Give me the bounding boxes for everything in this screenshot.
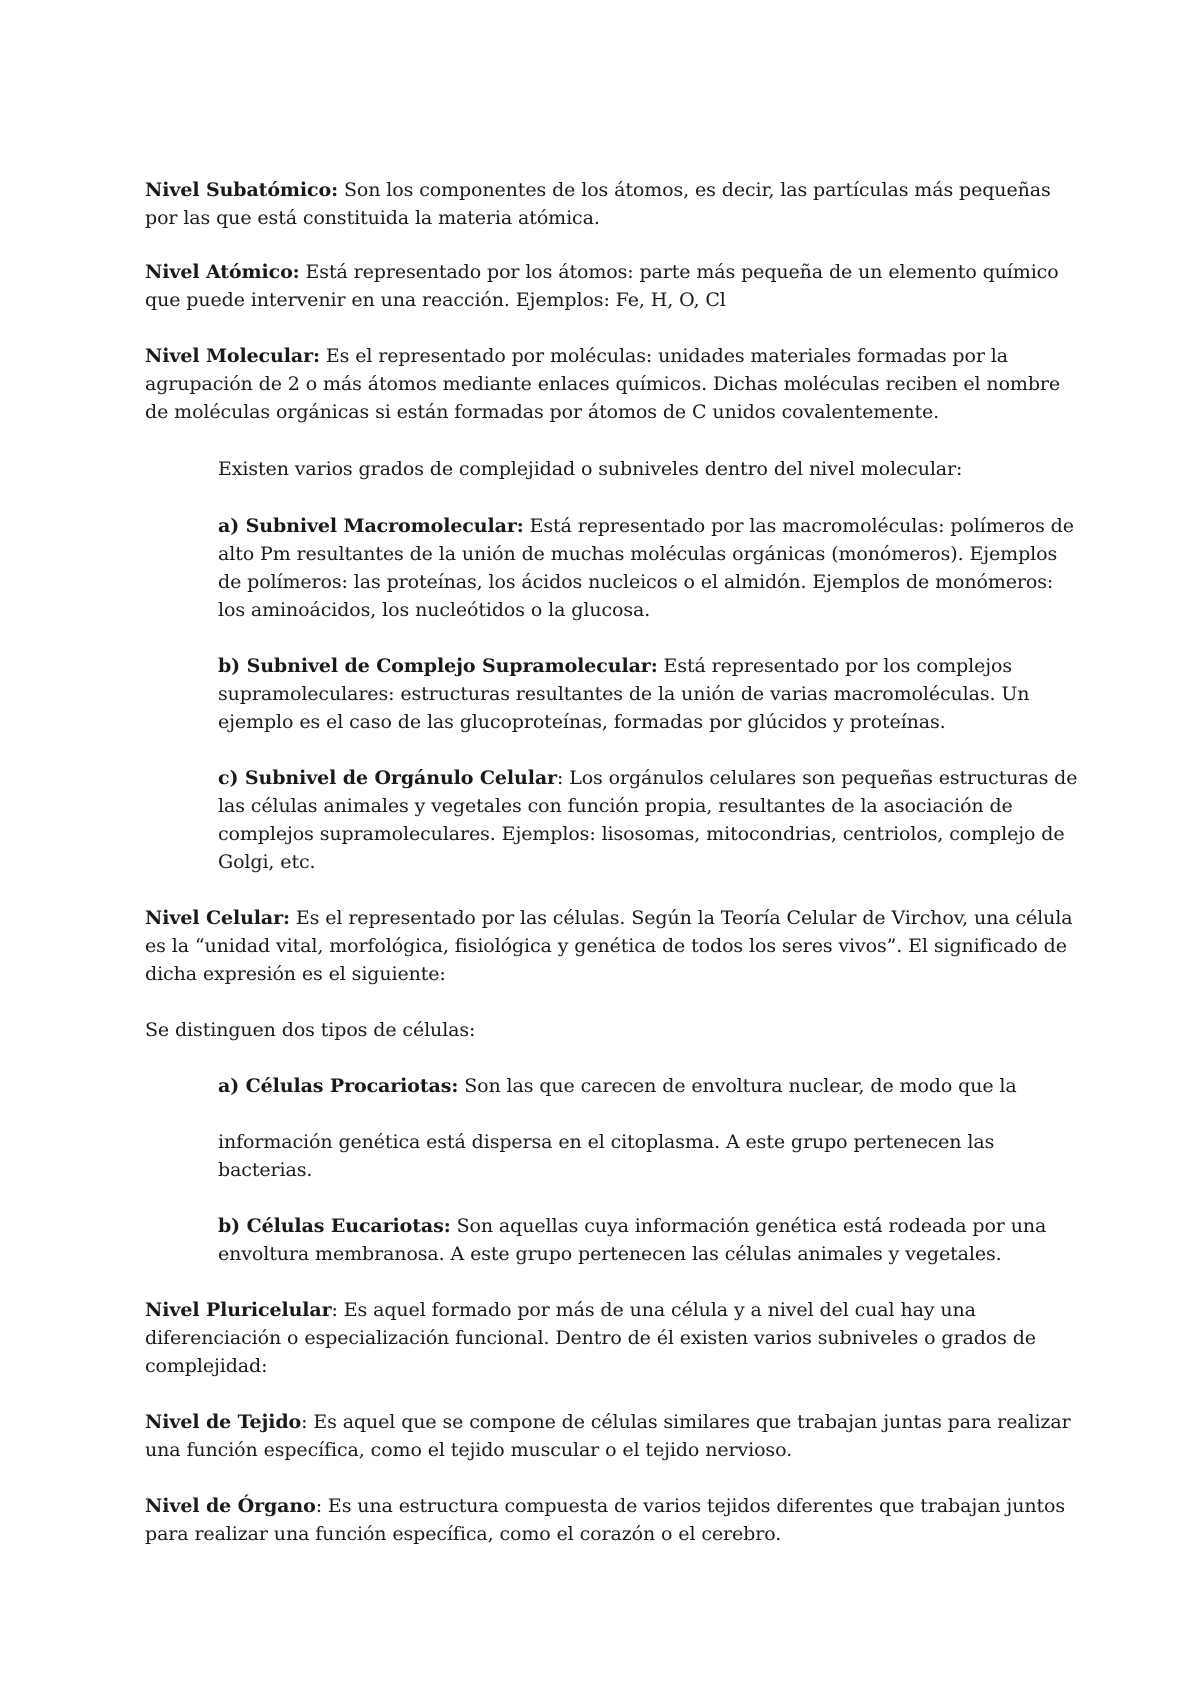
text-nivel-pluricelular: : Es aquel formado por más de una célula y a nivel del cual hay una diferenciación o especialización funcional. Dentro de él existen varios subniveles o grados de complejidad: xyxy=(145,1299,1036,1377)
text-celulas-eucariotas: Son aquellas cuya información genética está rodeada por una envoltura membranosa. A este grupo pertenecen las células animales y vegetales. xyxy=(218,1215,1047,1265)
paragraph-subnivel-organulo xyxy=(218,764,1078,876)
term-subnivel-organulo: c) Subnivel de Orgánulo Celular xyxy=(218,767,557,789)
text-celulas-procariotas: Son las que carecen de envoltura nuclear, de modo que la xyxy=(458,1075,1017,1097)
text-nivel-subatomico: Son los componentes de los átomos, es decir, las partículas más pequeñas por las que está constituida la materia atómica. xyxy=(145,179,1051,229)
text-subnivel-macromolecular: Está representado por las macromoléculas: polímeros de alto Pm resultantes de la unión de muchas moléculas orgánicas (monómeros). Ejemplos de polímeros: las proteínas, los ácidos nucleicos o el almidón. Ejemplos de monómeros: los aminoácidos, los nucleótidos o la glucosa. xyxy=(218,515,1074,621)
term-nivel-molecular: Nivel Molecular: xyxy=(145,345,320,367)
text-nivel-atomico: Está representado por los átomos: parte más pequeña de un elemento químico que puede intervenir en una reacción. Ejemplos: Fe, H, O, Cl xyxy=(145,261,1059,311)
text-nivel-celular: Es el representado por las células. Según la Teoría Celular de Virchov, una célula es la “unidad vital, morfológica, fisiológica y genética de todos los seres vivos”. El significado de dicha expresión es el siguiente: xyxy=(145,907,1073,985)
paragraph-subnivel-supramolecular xyxy=(218,652,1078,736)
paragraph-celulas-eucariotas xyxy=(218,1212,1078,1268)
text-subnivel-supramolecular: Está representado por los complejos supramoleculares: estructuras resultantes de la unión de varias macromoléculas. Un ejemplo es el caso de las glucoproteínas, formadas por glúcidos y proteínas. xyxy=(218,655,1030,733)
term-nivel-celular: Nivel Celular: xyxy=(145,907,290,929)
text-nivel-molecular: Es el representado por moléculas: unidades materiales formadas por la agrupación de 2 o más átomos mediante enlaces químicos. Dichas moléculas reciben el nombre de moléculas orgánicas si están formadas por átomos de C unidos covalentemente. xyxy=(145,345,1061,423)
paragraph-grados-complejidad xyxy=(218,455,1078,483)
paragraph-tipos-celulas xyxy=(145,1016,1075,1044)
term-celulas-procariotas: a) Células Procariotas: xyxy=(218,1075,459,1097)
term-subnivel-macromolecular: a) Subnivel Macromolecular: xyxy=(218,515,524,537)
paragraph-nivel-celular xyxy=(145,904,1075,988)
paragraph-nivel-pluricelular xyxy=(145,1296,1075,1380)
paragraph-celulas-procariotas-cont xyxy=(218,1128,1078,1184)
text-tipos-celulas: Se distinguen dos tipos de células: xyxy=(145,1019,476,1041)
paragraph-nivel-organo xyxy=(145,1492,1075,1548)
paragraph-nivel-tejido xyxy=(145,1408,1075,1464)
term-nivel-atomico: Nivel Atómico: xyxy=(145,261,300,283)
paragraph-subnivel-macromolecular xyxy=(218,512,1078,624)
text-nivel-organo: : Es una estructura compuesta de varios tejidos diferentes que trabajan juntos para realizar una función específica, como el corazón o el cerebro. xyxy=(145,1495,1066,1545)
paragraph-nivel-molecular xyxy=(145,342,1075,426)
paragraph-nivel-subatomico xyxy=(145,176,1075,232)
term-celulas-eucariotas: b) Células Eucariotas: xyxy=(218,1215,451,1237)
term-subnivel-supramolecular: b) Subnivel de Complejo Supramolecular: xyxy=(218,655,658,677)
term-nivel-subatomico: Nivel Subatómico: xyxy=(145,179,339,201)
term-nivel-tejido: Nivel de Tejido xyxy=(145,1411,302,1433)
paragraph-celulas-procariotas xyxy=(218,1072,1078,1100)
paragraph-nivel-atomico xyxy=(145,258,1075,314)
text-subnivel-organulo: : Los orgánulos celulares son pequeñas estructuras de las células animales y vegetales con función propia, resultantes de la asociación de complejos supramoleculares. Ejemplos: lisosomas, mitocondrias, centriolos, complejo de Golgi, etc. xyxy=(218,767,1078,873)
text-grados-complejidad: Existen varios grados de complejidad o subniveles dentro del nivel molecular: xyxy=(218,458,963,480)
term-nivel-pluricelular: Nivel Pluricelular xyxy=(145,1299,332,1321)
term-nivel-organo: Nivel de Órgano xyxy=(145,1495,316,1517)
text-nivel-tejido: : Es aquel que se compone de células similares que trabajan juntas para realizar una función específica, como el tejido muscular o el tejido nervioso. xyxy=(145,1411,1071,1461)
text-celulas-procariotas-cont: información genética está dispersa en el citoplasma. A este grupo pertenecen las bacterias. xyxy=(218,1131,995,1181)
